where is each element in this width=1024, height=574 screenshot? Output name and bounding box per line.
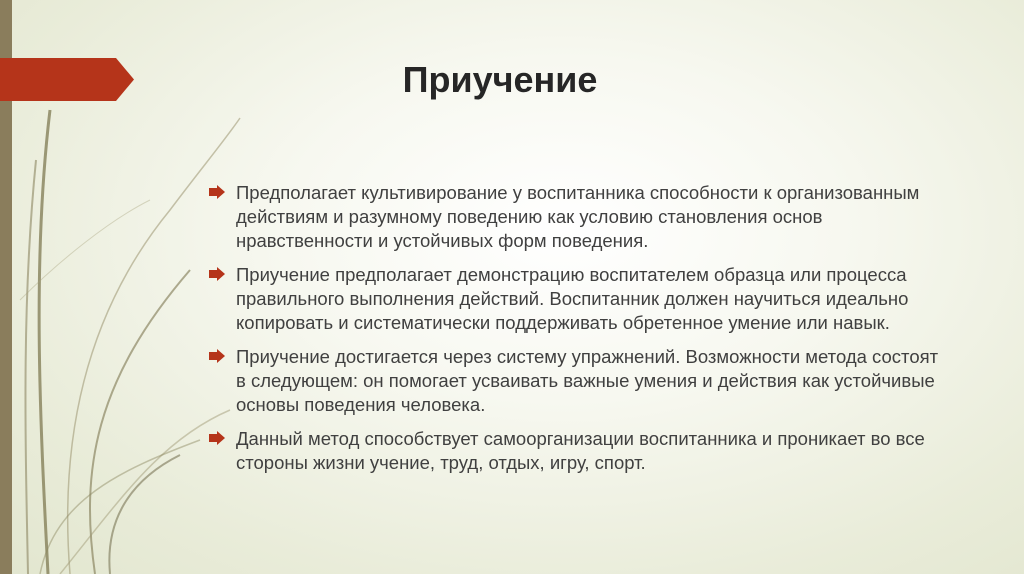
arrow-right-icon — [209, 431, 225, 445]
bullet-text: Приучение достигается через систему упражнений. Возможности метода состоят в следующем: он помогает усваивать важные умения и действия как устойчивые основы поведения человека. — [236, 346, 939, 415]
title-ribbon — [0, 58, 134, 101]
bullet-item — [209, 181, 939, 253]
bullet-text: Предполагает культивирование у воспитанника способности к организованным действиям и разумному поведению как условию становления основ нравственности и устойчивых форм поведения. — [236, 182, 920, 251]
bullet-item — [209, 345, 939, 417]
bullet-list — [209, 181, 939, 485]
bullet-item — [209, 263, 939, 335]
bullet-text: Приучение предполагает демонстрацию воспитателем образца или процесса правильного выполнения действий. Воспитанник должен научиться идеально копировать и систематически поддерживать обретенное умение или навык. — [236, 264, 909, 333]
arrow-right-icon — [209, 185, 225, 199]
arrow-right-icon — [209, 349, 225, 363]
slide-title: Приучение — [402, 59, 598, 100]
bullet-text: Данный метод способствует самоорганизации воспитанника и проникает во все стороны жизни учение, труд, отдых, игру, спорт. — [236, 428, 925, 473]
bullet-item — [209, 427, 939, 475]
arrow-right-icon — [209, 267, 225, 281]
